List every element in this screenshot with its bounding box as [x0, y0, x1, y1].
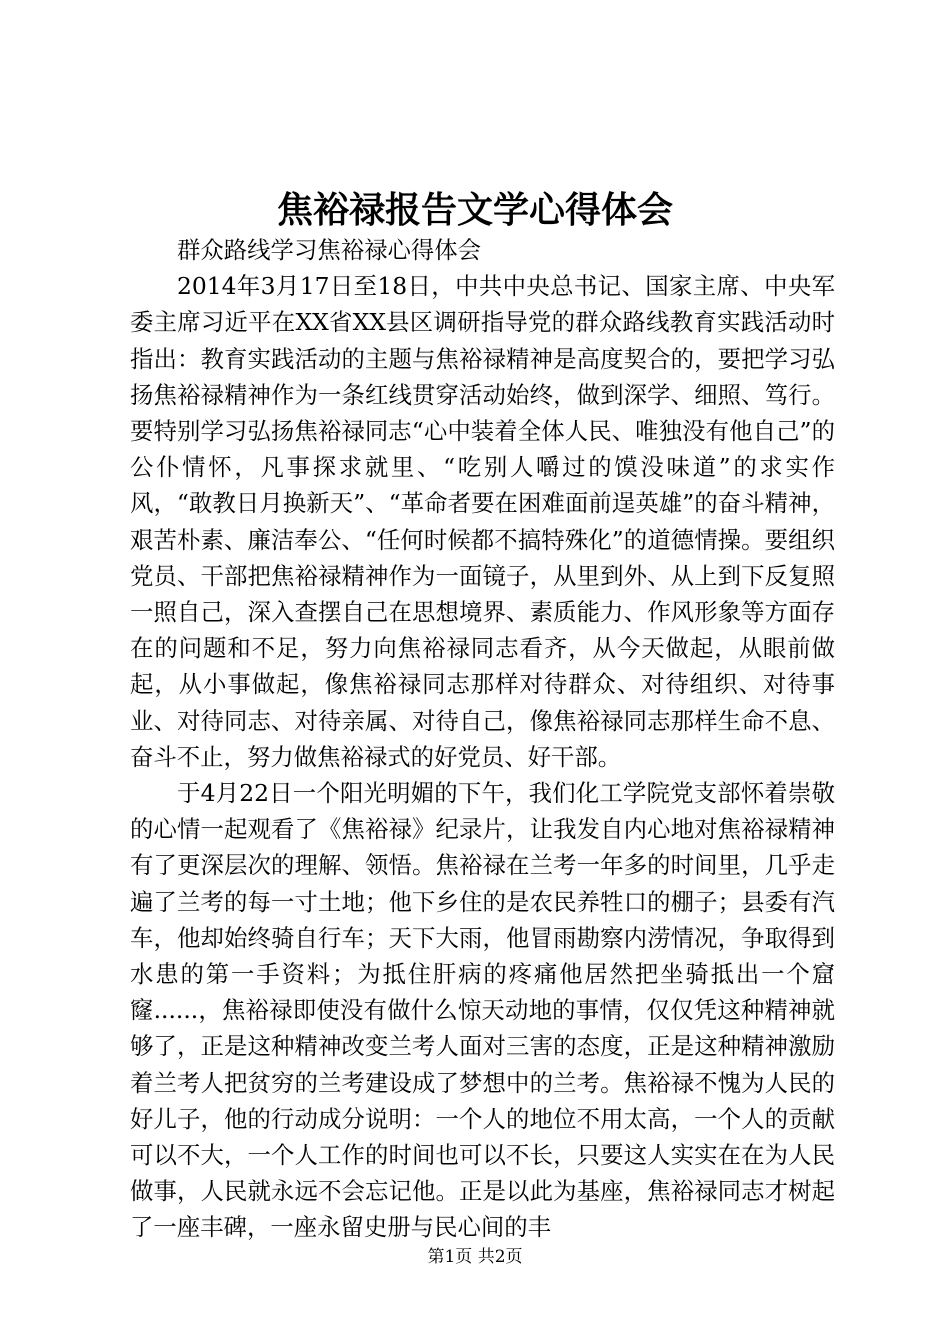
page-footer: 第1页 共2页 — [427, 1247, 523, 1267]
page-title: 焦裕禄报告文学心得体会 — [276, 189, 673, 231]
document-body — [130, 232, 835, 1246]
paragraph-subtitle: 群众路线学习焦裕禄心得体会 — [177, 236, 482, 264]
paragraph-film: 于4月22日一个阳光明媚的下午，我们化工学院党支部怀着崇敬的心情一起观看了《焦裕禄》纪录片，让我发自内心地对焦裕禄精神有了更深层次的理解、领悟。焦裕禄在兰考一年多的时间里，几乎走遍了兰考的每一寸土地；他下乡住的是农民养牲口的棚子；县委有汽车，他却始终骑自行车；天下大雨，他冒雨勘察内涝情况，争取得到水患的第一手资料；为抵住肝病的疼痛他居然把坐骑抵出一个窟窿......，焦裕禄即使没有做什么惊天动地的事情，仅仅凭这种精神就够了，正是这种精神改变兰考人面对三害的态度，正是这种精神激励着兰考人把贫穷的兰考建设成了梦想中的兰考。焦裕禄不愧为人民的好儿子，他的行动成分说明：一个人的地位不用太高，一个人的贡献可以不大，一个人工作的时间也可以不长，只要这人实实在在为人民做事，人民就永远不会忘记他。正是以此为基座，焦裕禄同志才树起了一座丰碑，一座永留史册与民心间的丰 — [130, 779, 835, 1242]
paragraph-speech: 2014年3月17日至18日，中共中央总书记、国家主席、中央军委主席习近平在XX省XX县区调研指导党的群众路线教育实践活动时指出：教育实践活动的主题与焦裕禄精神是高度契合的，要把学习弘扬焦裕禄精神作为一条红线贯穿活动始终，做到深学、细照、笃行。要特别学习弘扬焦裕禄同志“心中装着全体人民、唯独没有他自己”的公仆情怀，凡事探求就里、“吃别人嚼过的馍没味道”的求实作风，“敢教日月换新天”、“革命者要在困难面前逞英雄”的奋斗精神，艰苦朴素、廉洁奉公、“任何时候都不搞特殊化”的道德情操。要组织党员、干部把焦裕禄精神作为一面镜子，从里到外、从上到下反复照一照自己，深入查摆自己在思想境界、素质能力、作风形象等方面存在的问题和不足，努力向焦裕禄同志看齐，从今天做起，从眼前做起，从小事做起，像焦裕禄同志那样对待群众、对待组织、对待事业、对待同志、对待亲属、对待自己，像焦裕禄同志那样生命不息、奋斗不止，努力做焦裕禄式的好党员、好干部。 — [130, 272, 835, 771]
